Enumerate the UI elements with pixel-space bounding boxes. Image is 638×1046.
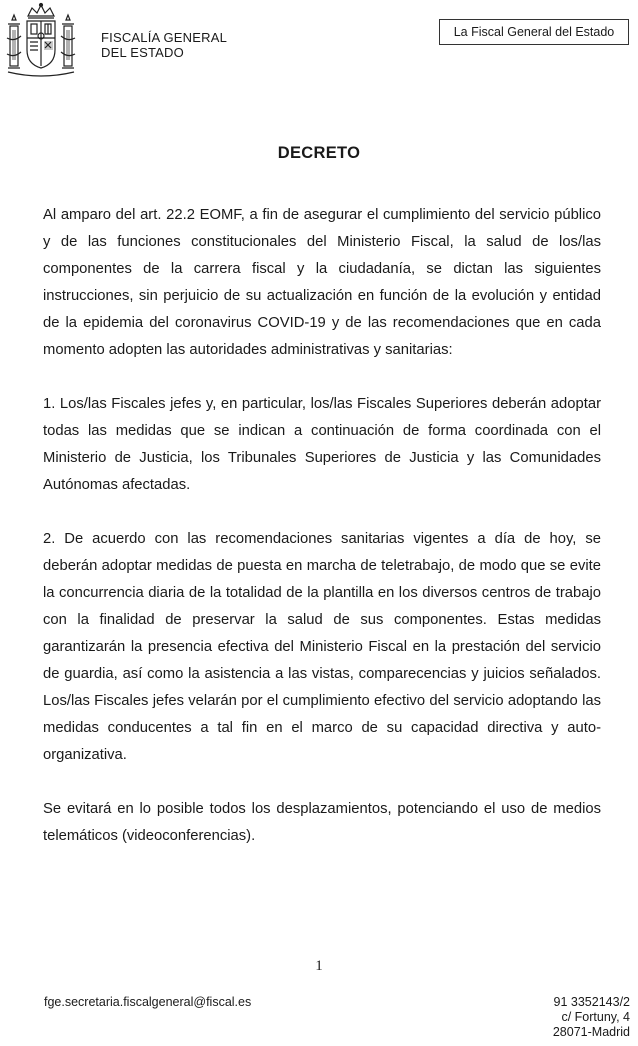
footer-email: fge.secretaria.fiscalgeneral@fiscal.es <box>44 995 252 1009</box>
footer-phone: 91 3352143/2 <box>553 995 630 1009</box>
organization-name-line1: FISCALÍA GENERAL <box>101 30 228 45</box>
organization-name-line2: DEL ESTADO <box>101 45 184 60</box>
footer-street: c/ Fortuny, 4 <box>561 1010 630 1024</box>
page-number: 1 <box>315 958 323 974</box>
organization-name <box>101 30 227 60</box>
paragraph-1: 1. Los/las Fiscales jefes y, en particular, los/las Fiscales Superiores deberán adoptar todas las medidas que se indican a continuación de forma coordinada con el Ministerio de Justicia, los Tribunales Superiores de Justicia y las Comunidades Autónomas afectadas. <box>43 396 601 493</box>
document-title: DECRETO <box>277 144 361 162</box>
footer-address <box>553 995 630 1040</box>
spanish-coat-of-arms-icon <box>4 2 78 80</box>
paragraph-2: 2. De acuerdo con las recomendaciones sanitarias vigentes a día de hoy, se deberán adoptar medidas de puesta en marcha de teletrabajo, de modo que se evite la concurrencia diaria de la totalidad de la plantilla en los diversos centros de trabajo con la finalidad de preservar la salud de sus componentes. Estas medidas garantizarán la presencia efectiva del Ministerio Fiscal en la prestación del servicio de guardia, así como la asistencia a las vistas, comparecencias y juicios señalados. Los/las Fiscales jefes velarán por el cumplimiento efectivo del servicio adoptando las medidas conducentes a tal fin en el marco de su capacidad directiva y auto-organizativa. <box>43 531 601 763</box>
document-body <box>43 202 601 877</box>
paragraph-intro: Al amparo del art. 22.2 EOMF, a fin de asegurar el cumplimiento del servicio público y de las funciones constitucionales del Ministerio Fiscal, la salud de los/las componentes de la carrera fiscal y la ciudadanía, se dictan las siguientes instrucciones, sin perjuicio de su actualización en función de la evolución y entidad de la epidemia del coronavirus COVID-19 y de las recomendaciones que en cada momento adopten las autoridades administrativas y sanitarias: <box>43 207 601 358</box>
signatory-box: La Fiscal General del Estado <box>439 19 629 45</box>
footer-city: 28071-Madrid <box>552 1025 630 1039</box>
paragraph-3: Se evitará en lo posible todos los desplazamientos, potenciando el uso de medios telemáticos (videoconferencias). <box>43 801 601 844</box>
